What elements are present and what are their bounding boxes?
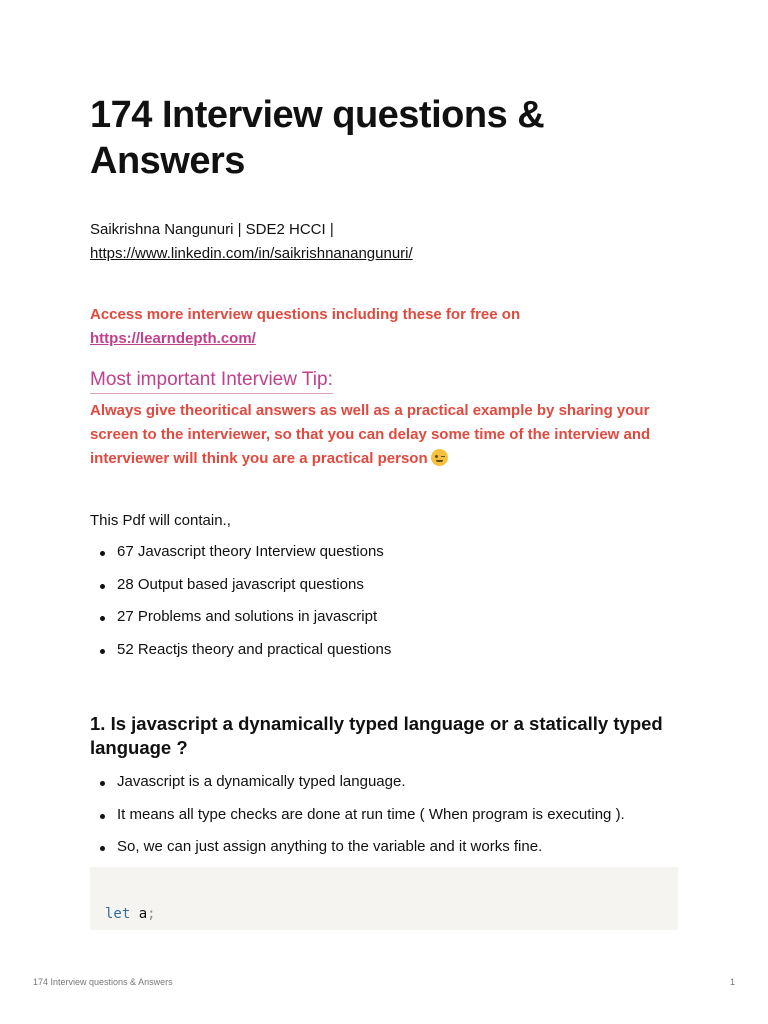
list-item: So, we can just assign anything to the variable and it works fine. [90,835,678,859]
tip-text: Always give theoritical answers as well as a practical example by sharing your screen to the interviewer, so that you can delay some time of the interview and interviewer will think you are a practical person [90,402,651,467]
author-info [90,218,413,266]
winking-face-icon [431,449,448,466]
code-block [90,867,678,930]
contents-list [90,540,678,670]
tip-heading: Most important Interview Tip: [90,367,333,394]
question-heading: 1. Is javascript a dynamically typed language or a statically typed language ? [90,713,663,758]
page-title: 174 Interview questions & Answers [90,94,545,182]
linkedin-link[interactable]: https://www.linkedin.com/in/saikrishnanangunuri/ [90,245,413,262]
list-item: Javascript is a dynamically typed language. [90,770,678,794]
list-item: It means all type checks are done at run time ( When program is executing ). [90,803,678,827]
footer-title: 174 Interview questions & Answers [33,977,173,987]
promo-text: Access more interview questions including these for free on [90,306,521,323]
page-number: 1 [729,977,735,987]
list-item: 67 Javascript theory Interview questions [90,540,678,564]
list-item: 52 Reactjs theory and practical questions [90,638,678,662]
list-item: 28 Output based javascript questions [90,573,678,597]
code-identifier: a [138,906,148,922]
author-line: Saikrishna Nangunuri | SDE2 HCCI | [90,221,334,238]
code-keyword: let [105,906,131,922]
list-item: 27 Problems and solutions in javascript [90,605,678,629]
code-terminator: ; [147,906,156,922]
answer-list [90,770,678,868]
tip-text-block [90,399,678,471]
promo-notice [90,303,678,351]
contents-intro: This Pdf will contain., [90,512,231,529]
page-footer [33,976,735,988]
learndepth-link[interactable]: https://learndepth.com/ [90,330,256,347]
